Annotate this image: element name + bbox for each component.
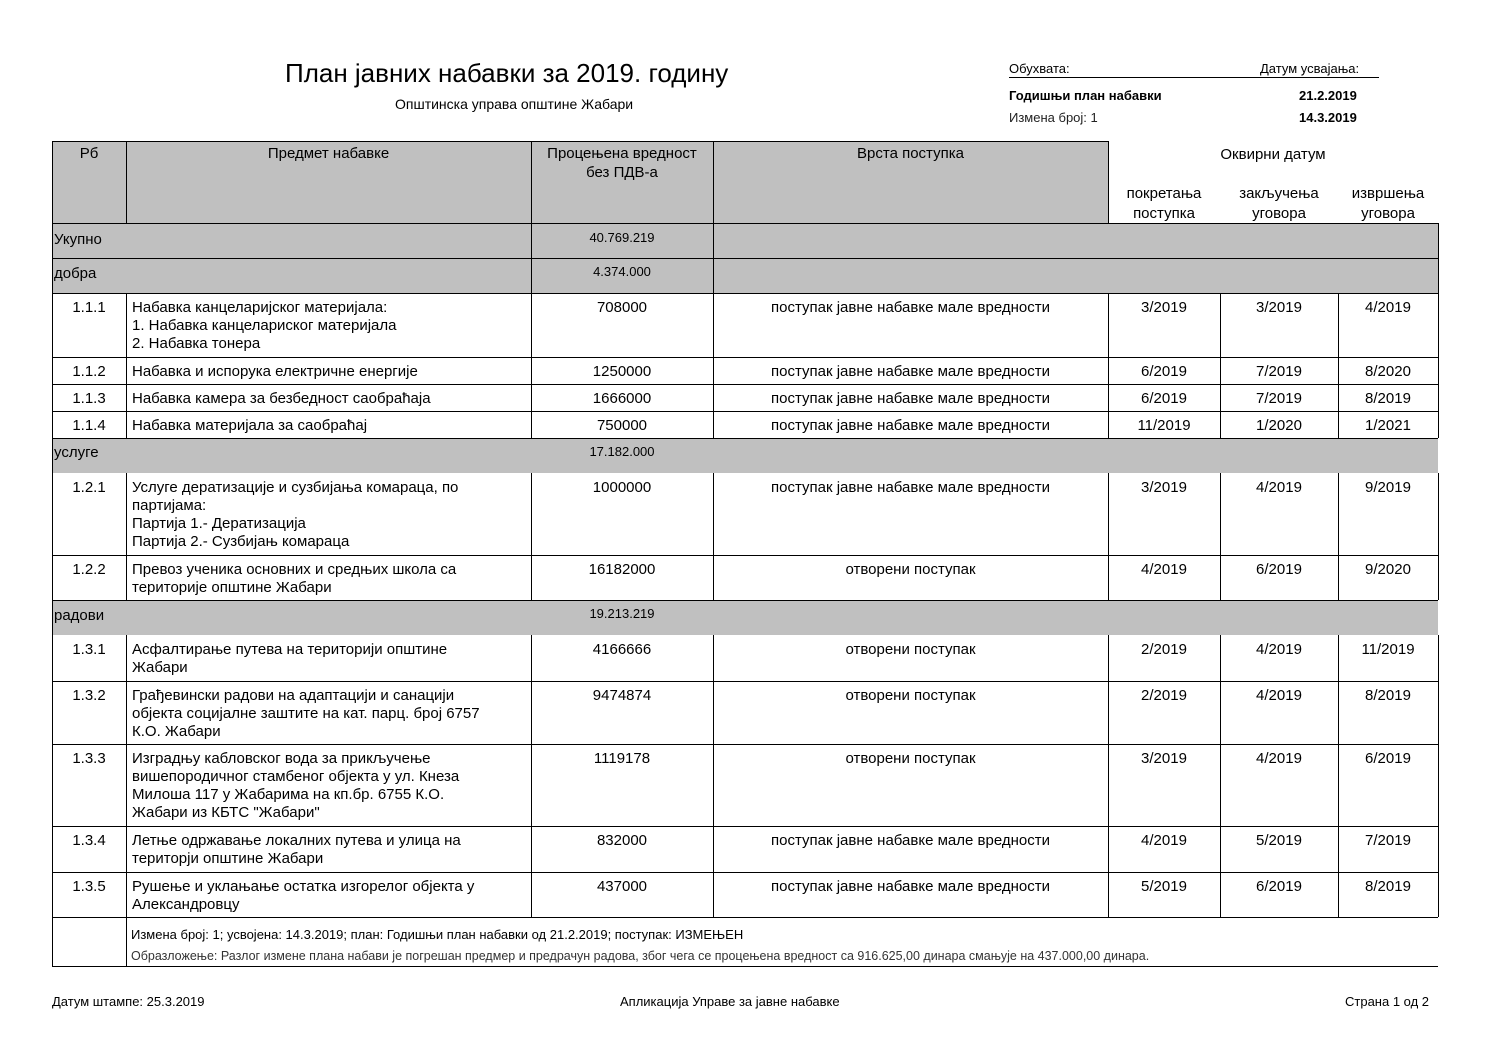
row-border	[52, 744, 1438, 745]
zakljucenja-cell: 5/2019	[1256, 832, 1302, 849]
row-border	[52, 411, 1438, 412]
predmet-cell: објекта социјалне заштите на кат. парц. број 6757	[132, 705, 480, 722]
cell-border	[1438, 872, 1439, 917]
predmet-cell: Александровцу	[132, 896, 240, 913]
vrsta-cell: поступак јавне набавке мале вредности	[771, 878, 1050, 895]
izvrsenja-cell: 4/2019	[1365, 299, 1411, 316]
datum-usvajanja-label: Датум усвајања:	[1260, 61, 1360, 76]
rb-cell: 1.2.1	[72, 479, 106, 496]
section-usluge-label: услуге	[54, 444, 99, 461]
section-radovi-label: радови	[54, 607, 105, 624]
pokretanja-cell: 6/2019	[1141, 363, 1187, 380]
rb-cell: 1.1.4	[72, 417, 106, 434]
table-top-border	[52, 141, 1108, 142]
radovi-band	[52, 600, 1438, 635]
izvrsenja-cell: 11/2019	[1361, 641, 1415, 658]
pokretanja-cell: 2/2019	[1141, 641, 1187, 658]
izvrsenja-cell: 8/2019	[1365, 687, 1411, 704]
zakljucenja-cell: 1/2020	[1256, 417, 1302, 434]
predmet-cell: Превоз ученика основних и средњих школа са	[132, 561, 457, 578]
section-ukupno-value: 40.769.219	[589, 230, 655, 245]
vrsta-cell: отворени поступак	[845, 687, 976, 704]
zakljucenja-cell: 4/2019	[1256, 479, 1302, 496]
predmet-cell: Партија 2.- Сузбијањ комараца	[132, 533, 350, 550]
vrsta-cell: поступак јавне набавке мале вредности	[771, 363, 1050, 380]
zakljucenja-cell: 7/2019	[1256, 390, 1302, 407]
predmet-cell: територије општине Жабари	[132, 579, 332, 596]
col-zakljucenja-2: уговора	[1252, 205, 1306, 222]
col-izvrsenja-1: извршења	[1351, 185, 1425, 202]
predmet-cell: Набавка и испорука електричне енергије	[132, 363, 418, 380]
rb-cell: 1.3.1	[72, 641, 106, 658]
col-rb: Рб	[79, 145, 99, 162]
vrednost-cell: 708000	[596, 299, 648, 316]
page-title: План јавних набавки за 2019. годину	[285, 58, 729, 88]
vrednost-cell: 4166666	[592, 641, 652, 658]
predmet-cell: 2. Набавка тонера	[132, 335, 261, 352]
predmet-cell: Летње одржавање локалних путева и улица на	[132, 832, 461, 849]
rb-cell: 1.3.3	[72, 750, 106, 767]
cell-border	[1438, 555, 1439, 600]
row-divider	[52, 258, 1438, 259]
page-subtitle: Општинска управа општине Жабари	[395, 96, 634, 112]
zakljucenja-cell: 6/2019	[1256, 878, 1302, 895]
dobra-band	[52, 258, 1438, 293]
predmet-cell: вишепородичног стамбеног објекта у ул. Кнеза	[132, 768, 460, 785]
note-line-1: Измена број: 1; усвојена: 14.3.2019; план: Годишњи план набавки од 21.2.2019; поступак: ИЗМЕЊЕН	[131, 927, 744, 942]
vrednost-cell: 9474874	[592, 687, 652, 704]
cell-border	[126, 357, 127, 384]
row-border	[52, 357, 1438, 358]
rb-cell: 1.3.4	[72, 832, 106, 849]
predmet-cell: Милоша 117 у Жабарима на кп.бр. 6755 К.О.	[132, 786, 445, 803]
vrednost-cell: 1000000	[592, 479, 652, 496]
predmet-cell: Рушење и уклањање остатка изгорелог објекта у	[132, 878, 475, 895]
zakljucenja-cell: 6/2019	[1256, 561, 1302, 578]
col-pokretanja-1: покретања	[1126, 185, 1202, 202]
note-line-2: Образложење: Разлог измене плана набави је погрешан предмер и предрачун радова, због чега се процењена вредност са 916.625,00 динара смањује на 437.000,00 динара.	[131, 949, 1150, 963]
rb-cell: 1.1.3	[72, 390, 106, 407]
pokretanja-cell: 5/2019	[1141, 878, 1187, 895]
cell-border	[1438, 826, 1439, 872]
pokretanja-cell: 2/2019	[1141, 687, 1187, 704]
row-border	[52, 384, 1438, 385]
vrednost-cell: 16182000	[588, 561, 656, 578]
predmet-cell: Услуге дератизације и сузбијања комараца, по	[132, 479, 459, 496]
pokretanja-cell: 4/2019	[1141, 832, 1187, 849]
note-left-border	[126, 917, 127, 966]
row-divider	[52, 293, 1438, 294]
row-border	[52, 917, 1438, 918]
predmet-cell: Жабари	[132, 659, 188, 676]
cell-border	[1438, 293, 1439, 357]
pokretanja-cell: 11/2019	[1137, 417, 1191, 434]
vrsta-cell: поступак јавне набавке мале вредности	[771, 417, 1050, 434]
predmet-cell: Набавка материјала за саобраћај	[132, 417, 368, 434]
cell-border	[126, 635, 127, 681]
vrsta-cell: отворени поступак	[845, 750, 976, 767]
plan-date: 21.2.2019	[1299, 88, 1357, 103]
rb-cell: 1.3.5	[72, 878, 106, 895]
izvrsenja-cell: 8/2020	[1365, 363, 1411, 380]
rb-cell: 1.3.2	[72, 687, 106, 704]
col-predmet: Предмет набавке	[267, 145, 390, 162]
predmet-cell: 1. Набавка канцелариског материјала	[132, 317, 397, 334]
izmena-date: 14.3.2019	[1299, 110, 1357, 125]
cell-border	[126, 826, 127, 872]
section-dobra-value: 4.374.000	[593, 264, 651, 279]
cell-border	[1438, 384, 1439, 411]
zakljucenja-cell: 4/2019	[1256, 750, 1302, 767]
izvrsenja-cell: 1/2021	[1365, 417, 1411, 434]
row-border	[52, 555, 1438, 556]
pokretanja-cell: 3/2019	[1141, 299, 1187, 316]
cell-border	[126, 473, 127, 555]
pokretanja-cell: 6/2019	[1141, 390, 1187, 407]
rb-cell: 1.2.2	[72, 561, 106, 578]
vrednost-cell: 1250000	[592, 363, 652, 380]
cell-border	[1438, 473, 1439, 555]
rb-cell: 1.1.2	[72, 363, 106, 380]
izvrsenja-cell: 6/2019	[1365, 750, 1411, 767]
rb-cell: 1.1.1	[72, 299, 106, 316]
section-dobra-label: добра	[54, 265, 97, 282]
cell-border	[1438, 411, 1439, 438]
row-divider	[52, 223, 1438, 224]
zakljucenja-cell: 4/2019	[1256, 687, 1302, 704]
cell-border	[126, 872, 127, 917]
section-usluge-value: 17.182.000	[589, 444, 655, 459]
app-name: Апликација Управе за јавне набавке	[620, 994, 840, 1009]
vrednost-cell: 750000	[596, 417, 648, 434]
vrsta-cell: поступак јавне набавке мале вредности	[771, 299, 1050, 316]
cell-border	[126, 681, 127, 744]
col-divider	[713, 141, 714, 293]
predmet-cell: Грађевински радови на адаптацији и санацији	[132, 687, 455, 704]
predmet-cell: партијама:	[132, 497, 207, 514]
row-border	[52, 600, 1438, 601]
cell-border	[126, 555, 127, 600]
cell-border	[126, 411, 127, 438]
col-izvrsenja-2: уговора	[1361, 205, 1415, 222]
cell-border	[1438, 681, 1439, 744]
section-ukupno-label: Укупно	[54, 231, 102, 248]
predmet-cell: Асфалтирање путева на територији општине	[132, 641, 448, 658]
vrsta-cell: поступак јавне набавке мале вредности	[771, 832, 1050, 849]
col-pokretanja-2: поступка	[1133, 205, 1195, 222]
pokretanja-cell: 4/2019	[1141, 561, 1187, 578]
predmet-cell: Жабари из КБТС "Жабари"	[132, 804, 320, 821]
page-number: Страна 1 од 2	[1345, 994, 1430, 1009]
vrsta-cell: отворени поступак	[845, 641, 976, 658]
izvrsenja-cell: 9/2019	[1365, 479, 1411, 496]
predmet-cell: Набавка камера за безбедност саобраћаја	[132, 390, 431, 407]
izvrsenja-cell: 8/2019	[1365, 390, 1411, 407]
cell-border	[126, 384, 127, 411]
ukupno-right-bg	[1108, 224, 1438, 258]
col-zakljucenja-1: закључења	[1239, 185, 1319, 202]
col-vrednost-2: без ПДВ-а	[586, 164, 658, 181]
obuhvata-label: Обухвата:	[1009, 61, 1070, 76]
vrednost-cell: 832000	[596, 832, 648, 849]
section-radovi-value: 19.213.219	[589, 606, 655, 621]
cell-border	[1438, 744, 1439, 826]
usluge-band	[52, 438, 1438, 473]
predmet-cell: Партија 1.- Дератизација	[132, 515, 306, 532]
vrednost-cell: 437000	[596, 878, 648, 895]
izvrsenja-cell: 9/2020	[1365, 561, 1411, 578]
table-bottom-border	[52, 966, 1438, 967]
row-border	[52, 826, 1438, 827]
izvrsenja-cell: 7/2019	[1365, 832, 1411, 849]
zakljucenja-cell: 4/2019	[1256, 641, 1302, 658]
row-border	[52, 438, 1438, 439]
row-border	[52, 872, 1438, 873]
row-border	[52, 681, 1438, 682]
pokretanja-cell: 3/2019	[1141, 750, 1187, 767]
vrednost-cell: 1119178	[593, 750, 651, 767]
col-okvirni: Оквирни датум	[1220, 146, 1326, 163]
plan-label: Годишњи план набавки	[1009, 88, 1162, 103]
col-divider	[1438, 223, 1439, 293]
zakljucenja-cell: 3/2019	[1256, 299, 1302, 316]
pokretanja-cell: 3/2019	[1141, 479, 1187, 496]
cell-border	[1438, 357, 1439, 384]
predmet-cell: К.О. Жабари	[132, 723, 221, 740]
col-vrsta: Врста поступка	[857, 145, 964, 162]
predmet-cell: Изградњу кабловског вода за прикључење	[132, 750, 431, 767]
izvrsenja-cell: 8/2019	[1365, 878, 1411, 895]
cell-border	[1438, 635, 1439, 681]
vrsta-cell: поступак јавне набавке мале вредности	[771, 479, 1050, 496]
vrednost-cell: 1666000	[592, 390, 652, 407]
cell-border	[126, 744, 127, 826]
predmet-cell: Набавка канцеларијског материјала:	[132, 299, 388, 316]
izmena-label: Измена број: 1	[1009, 110, 1098, 125]
print-date: Датум штампе: 25.3.2019	[52, 994, 205, 1009]
vrsta-cell: поступак јавне набавке мале вредности	[771, 390, 1050, 407]
vrsta-cell: отворени поступак	[845, 561, 976, 578]
cell-border	[126, 293, 127, 357]
predmet-cell: територји општине Жабари	[132, 850, 324, 867]
zakljucenja-cell: 7/2019	[1256, 363, 1302, 380]
col-vrednost-1: Процењена вредност	[547, 145, 697, 162]
